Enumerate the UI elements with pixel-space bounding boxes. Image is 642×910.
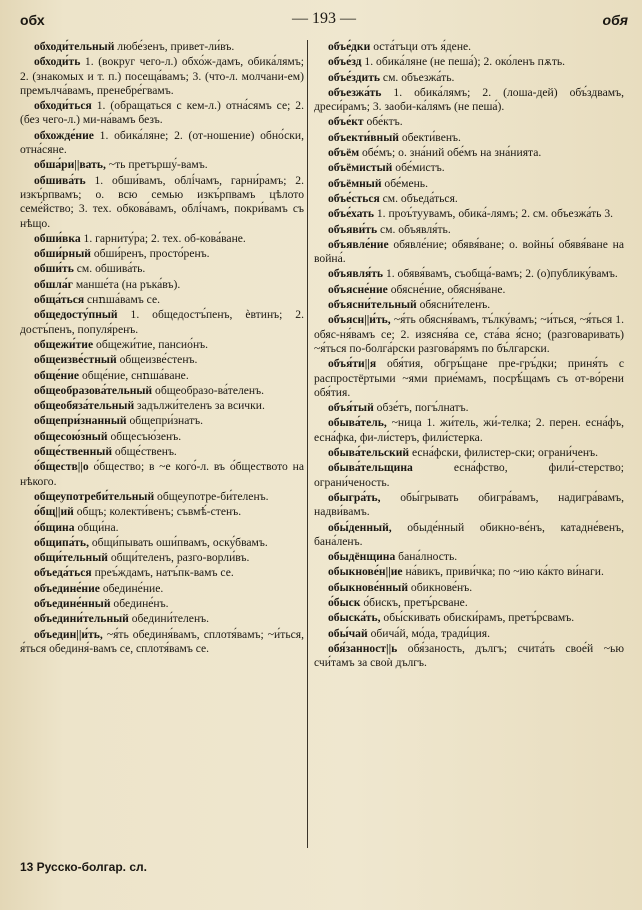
dictionary-entry: обще́ние обще́ние, снոша́ване. bbox=[34, 368, 189, 382]
page-number: — 193 — bbox=[292, 10, 356, 27]
left-running-headword: обх bbox=[20, 12, 45, 28]
dictionary-entry: общесою́зный общесъю́зенъ. bbox=[34, 429, 182, 443]
dictionary-entry: объе́сться см. объеда́ться. bbox=[328, 191, 458, 205]
dictionary-entry: объясне́ние обясне́ние, обясня́ване. bbox=[328, 282, 506, 296]
dictionary-entry: объявле́ние обявле́ние; обявя́ване; о. войны́ обявя́ване на война́. bbox=[314, 237, 624, 266]
column-divider bbox=[307, 40, 308, 848]
dictionary-entry: объясн||и́ть, ~я́ть обясня́вамъ, тъ́лку́вамъ; ~и́ться, ~я́ться 1. обяс-ня́вамъ се; 2. изясня́ва се, ста́ва я́сно; (разговаривать) ~я́ться по-болга́рски разгова́рямъ по бъ́лгарски. bbox=[314, 313, 624, 355]
dictionary-entry: о́бщина общи́на. bbox=[34, 520, 119, 534]
dictionary-entry: обши́вка 1. гарниту́ра; 2. тех. об-кова́ване. bbox=[34, 231, 246, 245]
dictionary-entry: общипа́ть, общи́пывать оши́пвамъ, оску́бвамъ. bbox=[34, 535, 268, 549]
dictionary-entry: объедини́тельный обедини́теленъ. bbox=[34, 612, 210, 626]
dictionary-entry: объя́тый обзе́тъ, погъ́лнатъ. bbox=[328, 401, 469, 415]
dictionary-entry: объеда́ться преъ́ждамъ, натъ́пк-вамъ се. bbox=[34, 566, 234, 580]
dictionary-entry: обшла́г манше́та (на ръка́въ). bbox=[34, 277, 181, 291]
dictionary-entry: общеупотреби́тельный общеупотре-би́теленъ. bbox=[34, 489, 269, 503]
dictionary-entry: обша́ри||вать, ~ть претършу́-вамъ. bbox=[34, 158, 208, 172]
dictionary-entry: обы́денный, обыде́нный обикно-ве́нъ, катадне́венъ, бана́ленъ. bbox=[314, 520, 624, 548]
dictionary-entry: о́бществ||о о́бщество; в ~е кого́-л. въ о́бществото на нѣкого. bbox=[20, 460, 304, 488]
dictionary-entry: общи́тельный общи́теленъ, разго-ворли́въ. bbox=[34, 551, 250, 565]
dictionary-entry: общежи́тие общежи́тие, пансио́нъ. bbox=[34, 337, 209, 351]
dictionary-entry: общедосту́пный 1. общедостъ́пенъ, ѐвтинъ; 2. достъ́пенъ, популя́ренъ. bbox=[20, 308, 304, 336]
dictionary-entry: обши́рный обши́ренъ, просто́ренъ. bbox=[34, 247, 210, 261]
right-column bbox=[314, 40, 624, 671]
dictionary-entry: о́бщ||ий общъ; колекти́венъ; съвмѣ́-стенъ. bbox=[34, 505, 242, 519]
dictionary-entry: общеобразова́тельный общеобразо-ва́теленъ. bbox=[34, 383, 265, 397]
dictionary-entry: объя́ти||я обя́тия, обгръ́щане пре-гръ́дки; приня́ть с распростёртыми ~ями прие́мамъ, посрѣ́щамъ съ от-во́рени обя́тия. bbox=[314, 357, 624, 399]
dictionary-entry: общеобяза́тельный задължи́теленъ за всички. bbox=[34, 399, 265, 413]
dictionary-entry: объе́зд 1. обика́ляне (не пеша́); 2. око́ленъ пѫть. bbox=[328, 55, 566, 69]
dictionary-entry: объезжа́ть 1. обика́лямъ; 2. (лоша-дей) объ́здвамъ, дреси́рамъ; 3. заоби-ка́лямъ (не пеша́). bbox=[314, 85, 624, 114]
dictionary-entry: обходи́тельный любе́зенъ, привет-ли́въ. bbox=[34, 40, 235, 53]
dictionary-entry: обходи́ться 1. (обращаться с кем-л.) отна́сямъ се; 2. (без чего-л.) ми-на́вамъ безъ. bbox=[20, 99, 304, 127]
dictionary-entry: обыва́тельский есна́фски, филистер-ски; ограни́ченъ. bbox=[328, 446, 599, 460]
dictionary-entry: объе́здить см. объезжа́ть. bbox=[328, 70, 455, 84]
dictionary-entry: объедине́ние обедине́ние. bbox=[34, 581, 164, 595]
dictionary-entry: обы́чай обича́й, мо́да, тради́ция. bbox=[328, 626, 490, 640]
dictionary-entry: о́быск о́бискъ, претъ́рсване. bbox=[328, 595, 468, 609]
dictionary-entry: обя́занност||ь обя́заность, дългъ; счита́ть свое́й ~ью счи́тамъ за своѝ дългъ. bbox=[314, 641, 624, 670]
dictionary-entry: общеизве́стный общеизве́стенъ. bbox=[34, 353, 198, 367]
dictionary-entry: объе́дки оста́тъци отъ я́дене. bbox=[328, 40, 472, 53]
dictionary-entry: обыва́тельщина есна́фство, фили́-стерство; ограни́ченость. bbox=[314, 461, 624, 489]
dictionary-entry: обща́ться снոша́вамъ се. bbox=[34, 293, 160, 307]
dictionary-entry: объясни́тельный обясни́теленъ. bbox=[328, 298, 491, 312]
dictionary-entry: общепри́знанный общепри́знатъ. bbox=[34, 414, 204, 428]
page-header bbox=[20, 8, 628, 32]
dictionary-entry: обши́ть см. обшива́ть. bbox=[34, 262, 146, 276]
dictionary-entry: объедин||и́ть, ~я́ть обединя́вамъ, сплотя́вамъ; ~и́ться, я́ться обединя́-вамъ се, сплотя́вамъ се. bbox=[20, 627, 304, 655]
dictionary-entry: объедине́нный обедине́нъ. bbox=[34, 596, 169, 610]
dictionary-entry: объявля́ть 1. обявя́вамъ, съобща́-вамъ; 2. (о)публику́вамъ. bbox=[328, 267, 618, 281]
dictionary-entry: объёмистый обе́мистъ. bbox=[328, 161, 445, 175]
dictionary-entry: обыва́тель, ~ница 1. жи́тель, жи́-телка; 2. перен. есна́фъ, есна́фка, фи-ли́стеръ, фили́стерка. bbox=[314, 416, 624, 444]
dictionary-entry: объе́кт обе́ктъ. bbox=[328, 115, 403, 129]
dictionary-entry: объе́хать 1. проъ́туувамъ, обика́-лямъ; 2. см. объезжа́ть 3. bbox=[328, 207, 614, 221]
dictionary-entry: обхожде́ние 1. обика́ляне; 2. (от-ношение) обно́ски, отна́сяне. bbox=[20, 128, 304, 157]
dictionary-entry: обшива́ть 1. обши́вамъ, облі́чамъ, гарни́рамъ; 2. изкъ́рпвамъ; о. всю семью изкъ́рпвамъ цѣлото семе́йство; 3. тех. обкова́вамъ, облі́чамъ, покри́вамъ съ нѣщо. bbox=[20, 173, 304, 230]
dictionary-entry: обыкнове́нный обикнове́нъ. bbox=[328, 580, 473, 594]
signature-mark: 13 Русско-болгар. сл. bbox=[20, 860, 147, 874]
dictionary-entry: объём обе́мъ; о. зна́ний обе́мъ на зна́нията. bbox=[328, 146, 542, 160]
dictionary-entry: обыгра́ть, обы́грывать обигра́вамъ, надигра́вамъ, надви́вамъ. bbox=[314, 490, 624, 519]
dictionary-entry: обыдёнщина бана́лность. bbox=[328, 550, 458, 564]
dictionary-entry: объёмный обе́мень. bbox=[328, 176, 428, 190]
left-column bbox=[20, 40, 304, 657]
right-running-headword: обя bbox=[602, 12, 628, 28]
dictionary-entry: обыкнове́н||ие на́викъ, приви́чка; по ~ию ка́кто ви́наги. bbox=[328, 565, 604, 579]
dictionary-entry: обыска́ть, обы́скивать обиски́рамъ, претъ́рсвамъ. bbox=[328, 611, 575, 625]
dictionary-entry: объяви́ть см. объявля́ть. bbox=[328, 222, 451, 236]
dictionary-entry: обще́ственный обще́ственъ. bbox=[34, 445, 177, 459]
dictionary-entry: объекти́вный обекти́венъ. bbox=[328, 130, 461, 144]
dictionary-entry: обходи́ть 1. (вокруг чего-л.) обхо́ж-дамъ, обика́лямъ; 2. (знакомых и т. п.) посеща́вамъ; 3. (что-л. молчани-ем) премълча́вамъ, пренебре́гвамъ. bbox=[20, 55, 304, 97]
